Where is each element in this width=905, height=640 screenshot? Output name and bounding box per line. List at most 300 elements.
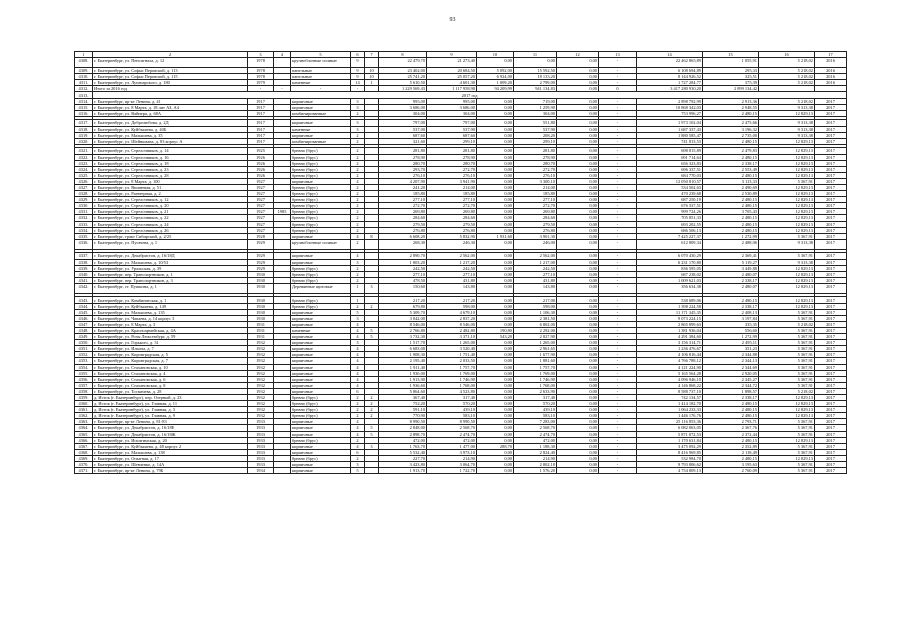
table-cell: 5 367,91 [759,358,815,364]
row-number: 4328. [75,191,93,197]
row-number: 4317. [75,120,93,126]
table-cell: 3 197,84 [703,315,759,321]
table-cell: 214,00 [514,184,557,190]
table-cell: 2 345,27 [703,376,759,382]
table-cell: 2 369,41 [703,253,759,259]
column-number: 4 [274,52,291,58]
table-cell: 21 273,40 [427,58,477,68]
table-cell: 1930 [248,277,274,283]
table-cell: 0,00 [477,203,514,209]
row-number: 4311. [75,80,93,86]
table-cell: 0,00 [557,340,599,346]
table-cell: 537,00 [379,126,427,132]
table-cell: 25 741,20 [379,74,427,80]
address-cell: г. Екатеринбург, ул. Пенсигнала, д. 12 [93,58,248,68]
table-cell: 94 209,99 [477,86,514,92]
table-cell: 1927 [248,215,274,221]
table-cell: 5 119,27 [703,259,759,265]
table-cell: 15 592,50 [514,68,557,74]
table-cell: 2017 [815,376,847,382]
table-cell: 208,20 [514,132,557,138]
address-cell: г. Екатеринбург, ул. Шевченко, д. 14А [93,462,248,468]
table-cell: 1985 [274,209,291,215]
table-cell: 2 480,15 [703,297,759,303]
address-cell: г. Екатеринбург, ул. Раевтерная, д. 2 [93,191,248,197]
address-cell: г. Екатеринбург, ул. Софьи Перовской, д. 113 [93,68,248,74]
row-number: 4323. [75,160,93,166]
table-cell: 0,00 [477,239,514,249]
table-cell: 20 684,50 [427,68,477,74]
address-cell: г. Екатеринбург, ул. Малышева, д. 10/53 [93,259,248,265]
table-cell: - [599,110,637,116]
table-cell: 0,00 [477,425,514,431]
table-cell: 227,70 [379,455,427,461]
table-cell: бревно (брус) [291,172,351,178]
table-cell: 9 313,38 [759,259,815,265]
table-cell: 1 398 224,58 [637,303,703,309]
table-cell: 4 754 809,13 [637,468,703,474]
address-cell: г. Екатеринбург, пер. Транспортников, д. 1 [93,271,248,277]
table-cell: 8 546,00 [427,321,477,327]
table-cell: 246,00 [514,239,557,249]
column-number: 12 [557,52,599,58]
table-cell: 1932 [248,346,274,352]
table-cell: 2 [351,277,365,283]
table-cell: 241,20 [379,184,427,190]
row-number: 4335. [75,233,93,239]
table-cell: 1979 [248,80,274,86]
table-cell: - [599,468,637,474]
table-cell: 4 [351,327,365,333]
column-number: 9 [427,52,477,58]
table-cell: 2 381,50 [514,315,557,321]
table-cell: 0,00 [477,191,514,197]
table-cell: 217,00 [514,297,557,303]
table-cell: 12 829,13 [759,184,815,190]
table-cell: - [599,259,637,265]
row-number: 4322. [75,154,93,160]
table-cell: - [599,388,637,394]
table-cell: 2 338,17 [703,303,759,309]
table-cell: 1 117 958,90 [427,86,477,92]
table-cell: 12 829,13 [759,303,815,309]
address-cell: г. Екатеринбург, ул. Куйбышева, д. 149 [93,303,248,309]
table-cell: 2 344,88 [703,352,759,358]
table-cell: каменные [291,126,351,132]
table-cell: 1932 [248,413,274,419]
table-cell: 0,00 [477,358,514,364]
address-cell: г. Екатеринбург, ул. Тосмачева, д. 28 [93,388,248,394]
table-cell: 5 165 564,28 [637,370,703,376]
housing-table [74,51,847,474]
table-cell: 269,80 [427,209,477,215]
row-number: 4363. [75,419,93,425]
table-cell: 2 [351,407,365,413]
table-cell: 770,90 [379,413,427,419]
table-cell: 1927 [248,197,274,203]
table-cell: 2 824,40 [514,449,557,455]
table-cell: 5 218,02 [759,98,815,104]
table-cell: 242,50 [514,265,557,271]
table-cell: - [599,120,637,126]
row-number: 4352. [75,352,93,358]
table-cell: 0,00 [477,160,514,166]
table-cell: - [599,346,637,352]
table-cell: 1926 [248,154,274,160]
table-cell: 1929 [248,253,274,259]
table-cell: 2017 [815,239,847,249]
table-cell: 1 236 476,67 [637,346,703,352]
table-cell: 4 106 816,44 [637,352,703,358]
table-cell: кирпичные [291,382,351,388]
table-cell: 1929 [248,239,274,249]
table-cell: бревно (брус) [291,401,351,407]
address-cell: г. Екатеринбург, ул. Стрелочников, д. 18 [93,160,248,166]
table-cell: 5 367,91 [759,315,815,321]
table-cell: 2017 [815,209,847,215]
table-cell: 6 082 063,05 [637,425,703,431]
address-cell: г. Екатеринбург, ул. Малышева, д. 135 [93,309,248,315]
table-cell: - [599,394,637,400]
address-cell: г. Екатеринбург, ул. Кировградская, д. 5 [93,352,248,358]
table-cell: 687,60 [379,132,427,138]
address-cell: г. Екатеринбург, ул. Опытная, д. 17 [93,455,248,461]
table-cell: бревно (брус) [291,203,351,209]
table-cell: 1933 [248,455,274,461]
table-cell: 277,10 [514,197,557,203]
table-cell: 2 [351,209,365,215]
row-number: 4310. [75,74,93,80]
table-cell: 0,00 [557,227,599,233]
table-cell: 1 055,91 [703,58,759,68]
table-cell: 3 686,00 [379,104,427,110]
table-cell: 3 [351,120,365,126]
table-cell: крупноблочные силикат [291,239,351,249]
table-cell: 1 265,00 [427,340,477,346]
table-cell: 1 517,70 [379,340,427,346]
address-cell: г. Екатеринбург, ул. Горького, д. 31 [93,340,248,346]
row-number: 4330. [75,203,93,209]
table-cell: 0,00 [477,455,514,461]
table-cell: 5 [365,334,379,340]
table-cell: 2 480,15 [703,227,759,233]
table-cell: 2 480,07 [703,283,759,293]
table-cell: 12 829,13 [759,160,815,166]
row-number: 4331. [75,209,93,215]
table-cell: 4 121 224,90 [637,364,703,370]
table-cell: 1928 [248,233,274,239]
table-cell: 753 996,27 [637,110,703,116]
table-cell: 439,10 [427,407,477,413]
table-cell: - [599,178,637,184]
table-cell: 5 [365,425,379,431]
address-cell: г. Екатеринбург, ул. Стрелочников, д. 20 [93,203,248,209]
table-cell: 612 809,34 [637,239,703,249]
table-cell: 2017 [815,413,847,419]
table-cell: 5 871 072,53 [637,431,703,437]
table-cell: 1930 [248,309,274,315]
table-cell: - [599,227,637,233]
table-cell: - [599,58,637,68]
table-cell: 0,00 [557,455,599,461]
table-cell: 472,00 [427,437,477,443]
table-cell: 2 338,17 [703,160,759,166]
row-number: 4351. [75,346,93,352]
column-number: 6 [351,52,365,58]
row-number: 4348. [75,327,93,333]
table-cell: 431,80 [427,277,477,283]
table-cell: 2 793,71 [703,419,759,425]
table-cell: 8 990,50 [379,419,427,425]
table-cell: 12 829,13 [759,455,815,461]
table-cell: 276,10 [427,172,477,178]
table-cell: 2 495,11 [703,340,759,346]
table-cell: бревно (брус) [291,184,351,190]
table-cell: 538 689,06 [637,297,703,303]
table-cell: 2017 [815,283,847,293]
table-cell: 3 [351,462,365,468]
table-cell: 2017 [815,166,847,172]
table-cell: 1927 [248,209,274,215]
table-cell: 2 292,00 [514,327,557,333]
table-cell: 10 [365,68,379,74]
table-cell: 0,00 [477,394,514,400]
table-cell: 719,00 [514,98,557,104]
table-cell: 999 724,26 [637,209,703,215]
table-cell: 276,80 [427,227,477,233]
table-cell: 691 714,64 [637,154,703,160]
table-cell: 2017 [815,425,847,431]
table-cell: 4 766 788,12 [637,358,703,364]
table-cell: кирпичные [291,370,351,376]
table-cell: 14 [351,80,365,86]
table-cell: 4 207,90 [379,178,427,184]
table-cell: 321,60 [379,138,427,144]
table-cell: 4 096 946,10 [637,376,703,382]
table-cell: 143,80 [427,283,477,293]
table-cell: 2017 [815,419,847,425]
address-cell: г. Екатеринбург, ул. Стрелочников, д. 16 [93,154,248,160]
table-cell: 656 323,83 [637,160,703,166]
address-cell: д. Исток (г. Екатеринбург), ул. Главная, д. 11 [93,401,248,407]
table-cell: 12 829,13 [759,265,815,271]
table-cell: 0,00 [477,315,514,321]
table-cell: 1917 [248,110,274,116]
address-cell: г. Екатеринбург, ул. Искитимская, д. 20 [93,437,248,443]
table-cell: 5 218,02 [759,74,815,80]
table-cell: 1927 [248,221,274,227]
table-cell: 472,00 [514,437,557,443]
table-cell: 2 480,07 [703,271,759,277]
table-cell: 8 416 969,85 [637,449,703,455]
table-cell: - [599,265,637,271]
row-number: 4368. [75,449,93,455]
table-cell: - [599,364,637,370]
table-cell: 3 [351,104,365,110]
table-cell: 0,00 [557,172,599,178]
table-cell: 1978 [248,74,274,80]
address-cell: г. Екатеринбург, ул. Стрелочников, д. 28 [93,172,248,178]
table-cell: - [599,437,637,443]
table-cell: 269,80 [514,209,557,215]
table-cell: - [599,431,637,437]
column-number: 16 [759,52,815,58]
table-cell: 6 070 430,29 [637,253,703,259]
table-cell: 2 827,90 [514,334,557,340]
row-number: 4321. [75,148,93,154]
table-cell: 0,00 [477,468,514,474]
table-cell: 4 601,30 [427,80,477,86]
table-cell: 1978 [248,58,274,68]
column-number: 10 [477,52,514,58]
table-cell: 2 961,65 [514,346,557,352]
table-cell: 0,00 [557,364,599,370]
table-cell: 12 829,13 [759,283,815,293]
table-cell: 2 913,36 [703,98,759,104]
table-cell: 1927 [248,191,274,197]
table-cell: 0,00 [477,172,514,178]
table-cell: 3 475 092,29 [637,443,703,449]
table-cell: 217,20 [427,297,477,303]
table-cell: 0,00 [557,437,599,443]
table-cell: 9 313,38 [759,104,815,110]
year-heading: 2017 год [93,92,847,98]
table-cell: 797,00 [427,120,477,126]
table-cell: 3 195,63 [703,462,759,468]
table-cell: 1 880 585,47 [637,132,703,138]
table-cell: каменные [291,327,351,333]
table-cell: 1 973 102,04 [637,120,703,126]
address-cell: г. Екатеринбург, ул. Куйбышева, д. 48 корпус 2 [93,443,248,449]
table-cell: 12 829,13 [759,297,815,303]
row-number: 4366. [75,437,93,443]
table-cell: - [599,191,637,197]
table-cell: 1 381 936,04 [637,327,703,333]
table-cell: 478,50 [379,277,427,283]
table-cell: 5 [365,327,379,333]
table-cell: 2 480,15 [703,172,759,178]
table-cell: 0,00 [557,419,599,425]
table-cell: 2 562,00 [514,253,557,259]
table-cell: 9 793 806,62 [637,462,703,468]
table-cell: 12 050 810,57 [637,178,703,184]
table-cell: 1 259,90 [514,104,557,110]
table-cell: - [248,86,274,92]
address-cell: г. Екатеринбург, пр-кт Ленина, д. 41 [93,98,248,104]
table-cell: 0,00 [477,413,514,419]
table-cell: 2 480,15 [703,154,759,160]
table-cell [274,283,291,293]
column-number: 7 [365,52,379,58]
row-number: 4312. [75,86,93,92]
table-cell: 3 371,10 [427,334,477,340]
table-cell: 0,00 [557,462,599,468]
table-cell: 0,00 [557,315,599,321]
table-cell: 0,00 [557,413,599,419]
row-number: 4342. [75,283,93,293]
table-cell: 551,80 [514,120,557,126]
table-cell: 0,00 [557,104,599,110]
table-cell: 679,80 [379,303,427,309]
table-cell [365,58,379,68]
table-cell: 995,00 [427,98,477,104]
table-cell: 23 402,00 [379,68,427,74]
table-cell: - [599,239,637,249]
table-cell: 0,00 [557,160,599,166]
table-cell: 4 [351,382,365,388]
table-cell: 1933 [248,443,274,449]
table-cell: 0,00 [557,370,599,376]
table-cell: 5 367,91 [759,370,815,376]
table-cell: 2 [365,413,379,419]
table-cell: 1917 [248,138,274,144]
table-cell: 214,90 [427,455,477,461]
table-cell: 3 [351,98,365,104]
table-cell: бревно (брус) [291,413,351,419]
address-cell: г. Екатеринбург, ул. Стрелочников, д. 23 [93,166,248,172]
table-cell: 276,10 [379,172,427,178]
table-cell: 0,00 [477,321,514,327]
table-cell: 5 367,91 [759,431,815,437]
table-cell: 1 [365,80,379,86]
table-cell: кирпичные [291,178,351,184]
table-cell: 0,00 [477,388,514,394]
table-cell [365,468,379,474]
table-cell: 2 920,05 [703,370,759,376]
row-number: 4336. [75,239,93,249]
table-cell: 5 367,91 [759,253,815,259]
table-cell: 272,70 [427,203,477,209]
table-cell: 5 367,91 [759,376,815,382]
table-cell: - [599,283,637,293]
table-cell: 0,00 [477,265,514,271]
table-cell: 2 568,70 [427,425,477,431]
table-cell: 277,10 [427,197,477,203]
table-cell: 0,00 [477,215,514,221]
table-cell: кирпичные [291,346,351,352]
table-cell: 0,00 [557,239,599,249]
address-cell: д. Исток (г. Екатеринбург), ул. Главная, д. 3 [93,407,248,413]
table-cell: 12 829,13 [759,413,815,419]
table-cell: 1929 [248,265,274,271]
table-cell: 5 367,91 [759,419,815,425]
table-cell: бревно (брус) [291,271,351,277]
table-cell: - [599,148,637,154]
table-cell: 1 936,60 [379,382,427,388]
table-cell: 0,00 [557,376,599,382]
table-cell: 0,00 [557,191,599,197]
table-cell: кирпичные [291,253,351,259]
table-cell: 1932 [248,376,274,382]
table-cell: 1917 [248,120,274,126]
table-cell: 2 479,83 [703,148,759,154]
table-cell: - [599,425,637,431]
table-cell: 277,10 [427,271,477,277]
table-cell: кирпичные [291,340,351,346]
table-cell: 2 [365,394,379,400]
table-cell: 0,00 [557,98,599,104]
table-cell: 0,00 [557,346,599,352]
table-cell: 1 769,00 [427,370,477,376]
table-cell: 190,80 [477,327,514,333]
table-cell: 1 913,70 [379,468,427,474]
table-cell: 1926 [248,166,274,172]
table-cell: 4 [351,334,365,340]
table-cell: 431,80 [514,277,557,283]
table-cell: 1 768,00 [514,382,557,388]
table-cell: 2 475,66 [703,120,759,126]
table-cell: 2 [351,166,365,172]
